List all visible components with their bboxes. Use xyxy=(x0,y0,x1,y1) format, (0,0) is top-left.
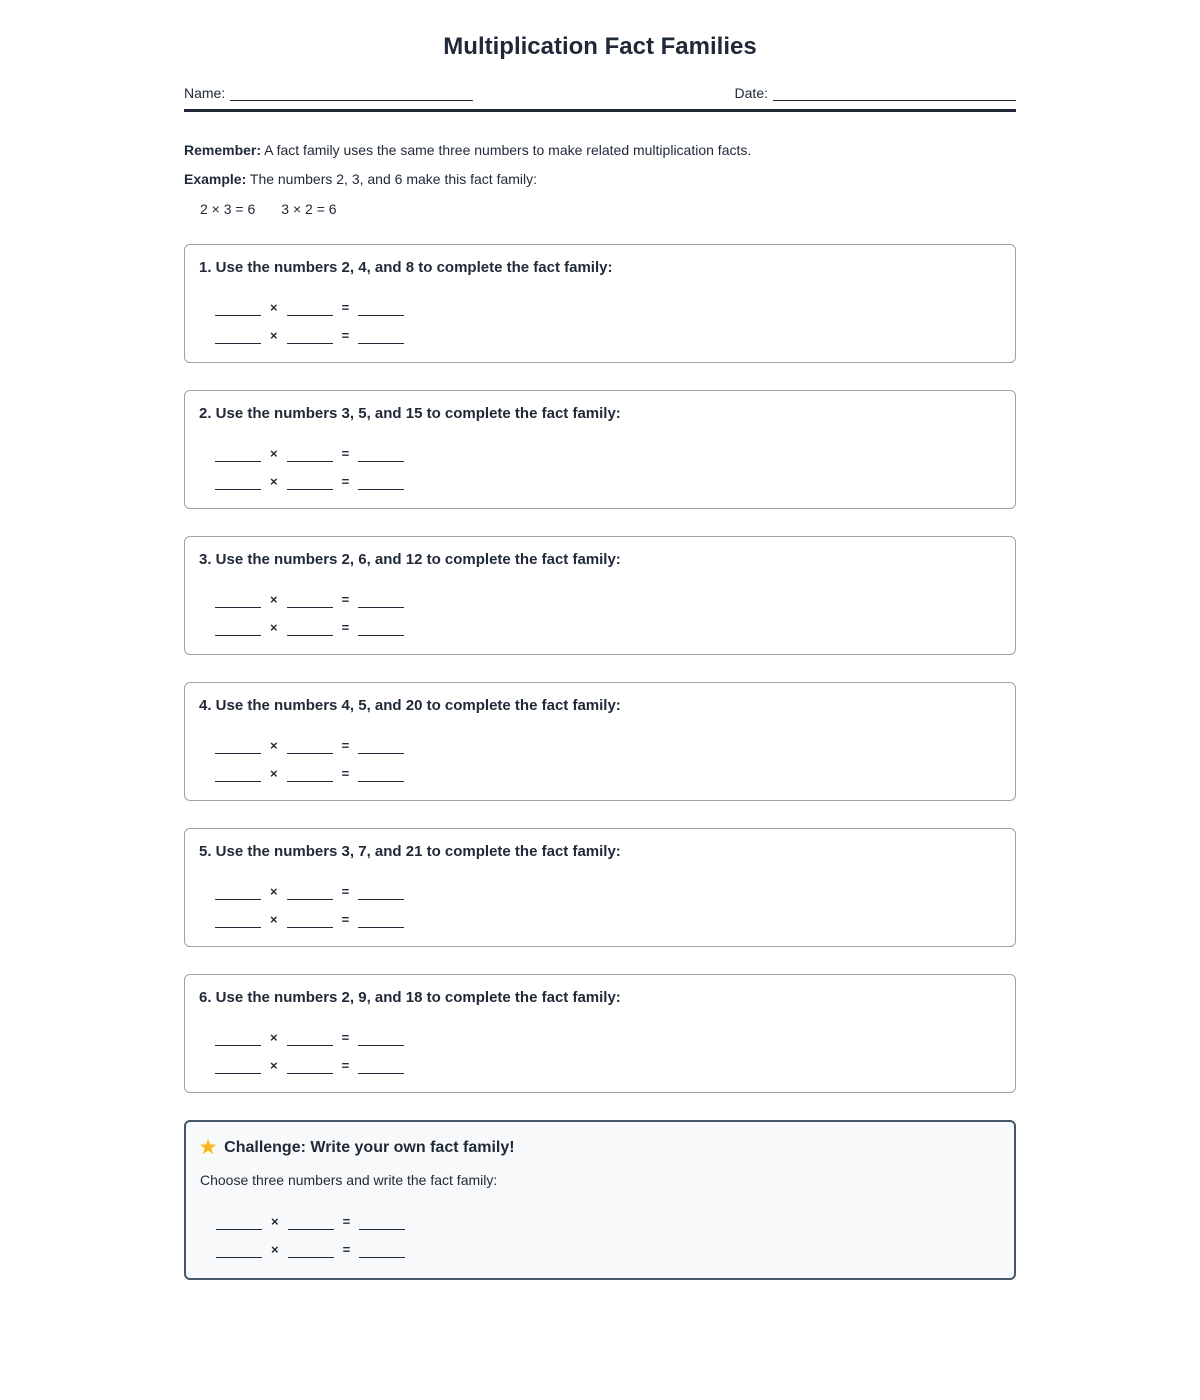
fill-in-blank xyxy=(287,916,333,928)
fact-blank-row xyxy=(215,726,1001,754)
fact-blank-row xyxy=(215,754,1001,782)
times-sign: × xyxy=(270,592,278,607)
remember-text: A fact family uses the same three numbers to make related multiplication facts. xyxy=(261,142,752,158)
fill-in-blank xyxy=(215,332,261,344)
example-equations xyxy=(200,201,1016,217)
fill-in-blank xyxy=(358,332,404,344)
problem-box-3 xyxy=(184,536,1016,655)
date-fill-line xyxy=(773,86,1016,101)
header-divider xyxy=(184,109,1016,112)
equals-sign: = xyxy=(342,1242,351,1257)
fact-blank-row xyxy=(215,580,1001,608)
equals-sign: = xyxy=(342,1214,351,1229)
fact-blank-row xyxy=(215,316,1001,344)
fill-in-blank xyxy=(287,332,333,344)
fill-in-blank xyxy=(216,1218,262,1230)
challenge-subtitle: Choose three numbers and write the fact family: xyxy=(200,1172,498,1188)
problem-number: 3. xyxy=(199,551,212,568)
fill-in-blank xyxy=(215,770,261,782)
fill-in-blank xyxy=(215,916,261,928)
fill-in-blank xyxy=(215,1034,261,1046)
fill-in-blank xyxy=(215,304,261,316)
problem-heading xyxy=(199,259,1001,276)
fill-in-blank xyxy=(288,1246,334,1258)
fill-in-blank xyxy=(215,624,261,636)
fill-in-blank xyxy=(358,770,404,782)
equals-sign: = xyxy=(341,592,350,607)
fill-in-blank xyxy=(358,450,404,462)
fill-in-blank xyxy=(358,1062,404,1074)
fact-blank-row xyxy=(215,1046,1001,1074)
fill-in-blank xyxy=(287,742,333,754)
fill-in-blank xyxy=(287,770,333,782)
problem-prompt: Use the numbers 4, 5, and 20 to complete the fact family: xyxy=(211,697,621,714)
name-field xyxy=(184,85,473,101)
worksheet-page xyxy=(184,0,1016,1280)
glowing-star-icon: ★ xyxy=(200,1137,217,1157)
equals-sign: = xyxy=(341,1058,350,1073)
equals-sign: = xyxy=(341,620,350,635)
example-equation: 3 × 2 = 6 xyxy=(281,201,337,217)
fill-in-blank xyxy=(359,1246,405,1258)
problem-number: 4. xyxy=(199,697,212,714)
date-field xyxy=(735,85,1016,101)
fact-blank-row xyxy=(215,608,1001,636)
example-label: Example: xyxy=(184,171,247,187)
times-sign: × xyxy=(270,766,278,781)
times-sign: × xyxy=(270,1030,278,1045)
fill-in-blank xyxy=(287,304,333,316)
equals-sign: = xyxy=(341,328,350,343)
equals-sign: = xyxy=(341,884,350,899)
fill-in-blank xyxy=(215,1062,261,1074)
times-sign: × xyxy=(271,1214,279,1229)
name-fill-line xyxy=(230,86,473,101)
equals-sign: = xyxy=(341,738,350,753)
example-text: The numbers 2, 3, and 6 make this fact family: xyxy=(246,171,538,187)
fill-in-blank xyxy=(358,888,404,900)
problem-heading xyxy=(199,697,1001,714)
times-sign: × xyxy=(270,738,278,753)
fill-in-blank xyxy=(215,478,261,490)
fill-in-blank xyxy=(287,1062,333,1074)
date-label: Date: xyxy=(734,85,768,101)
times-sign: × xyxy=(270,328,278,343)
problem-number: 6. xyxy=(199,989,212,1006)
problem-number: 2. xyxy=(199,405,212,422)
fill-in-blank xyxy=(215,596,261,608)
fill-in-blank xyxy=(358,916,404,928)
problem-box-1 xyxy=(184,244,1016,363)
problem-heading xyxy=(199,551,1001,568)
problem-heading xyxy=(199,843,1001,860)
remember-label: Remember: xyxy=(184,142,262,158)
fill-in-blank xyxy=(287,478,333,490)
fill-in-blank xyxy=(216,1246,262,1258)
fill-in-blank xyxy=(287,1034,333,1046)
problem-box-2 xyxy=(184,390,1016,509)
times-sign: × xyxy=(271,1242,279,1257)
fill-in-blank xyxy=(215,450,261,462)
equals-sign: = xyxy=(341,300,350,315)
fill-in-blank xyxy=(358,624,404,636)
fact-blank-row xyxy=(216,1202,1000,1230)
equals-sign: = xyxy=(341,446,350,461)
challenge-box xyxy=(184,1120,1016,1280)
fact-blank-row xyxy=(215,434,1001,462)
problem-prompt: Use the numbers 2, 4, and 8 to complete the fact family: xyxy=(211,259,613,276)
fill-in-blank xyxy=(358,304,404,316)
times-sign: × xyxy=(270,474,278,489)
fill-in-blank xyxy=(287,624,333,636)
page-title: Multiplication Fact Families xyxy=(443,33,757,60)
fact-blank-row xyxy=(215,872,1001,900)
equals-sign: = xyxy=(341,474,350,489)
remember-paragraph xyxy=(184,142,1016,158)
problem-number: 5. xyxy=(199,843,212,860)
times-sign: × xyxy=(270,912,278,927)
fill-in-blank xyxy=(358,742,404,754)
example-paragraph xyxy=(184,171,1016,187)
example-equation: 2 × 3 = 6 xyxy=(200,201,256,217)
problem-box-6 xyxy=(184,974,1016,1093)
fill-in-blank xyxy=(287,888,333,900)
equals-sign: = xyxy=(341,912,350,927)
fill-in-blank xyxy=(358,596,404,608)
times-sign: × xyxy=(270,620,278,635)
fill-in-blank xyxy=(215,888,261,900)
intro-section xyxy=(184,142,1016,217)
equals-sign: = xyxy=(341,766,350,781)
fill-in-blank xyxy=(358,1034,404,1046)
fill-in-blank xyxy=(358,478,404,490)
fact-blank-row xyxy=(215,1018,1001,1046)
times-sign: × xyxy=(270,884,278,899)
problem-prompt: Use the numbers 2, 9, and 18 to complete the fact family: xyxy=(211,989,621,1006)
problem-box-4 xyxy=(184,682,1016,801)
name-date-row xyxy=(184,85,1016,101)
fill-in-blank xyxy=(215,742,261,754)
equals-sign: = xyxy=(341,1030,350,1045)
problem-prompt: Use the numbers 3, 7, and 21 to complete the fact family: xyxy=(211,843,621,860)
fill-in-blank xyxy=(287,450,333,462)
challenge-title-text: Challenge: Write your own fact family! xyxy=(224,1138,515,1156)
fact-blank-row xyxy=(215,900,1001,928)
problem-heading xyxy=(199,405,1001,422)
fill-in-blank xyxy=(288,1218,334,1230)
problem-number: 1. xyxy=(199,259,212,276)
fact-blank-row xyxy=(215,288,1001,316)
problem-prompt: Use the numbers 3, 5, and 15 to complete the fact family: xyxy=(211,405,621,422)
fact-blank-row xyxy=(216,1230,1000,1258)
name-label: Name: xyxy=(184,85,226,101)
challenge-heading xyxy=(200,1137,1000,1158)
problem-box-5 xyxy=(184,828,1016,947)
times-sign: × xyxy=(270,1058,278,1073)
times-sign: × xyxy=(270,300,278,315)
problem-heading xyxy=(199,989,1001,1006)
fill-in-blank xyxy=(359,1218,405,1230)
problem-prompt: Use the numbers 2, 6, and 12 to complete the fact family: xyxy=(211,551,621,568)
fill-in-blank xyxy=(287,596,333,608)
times-sign: × xyxy=(270,446,278,461)
fact-blank-row xyxy=(215,462,1001,490)
